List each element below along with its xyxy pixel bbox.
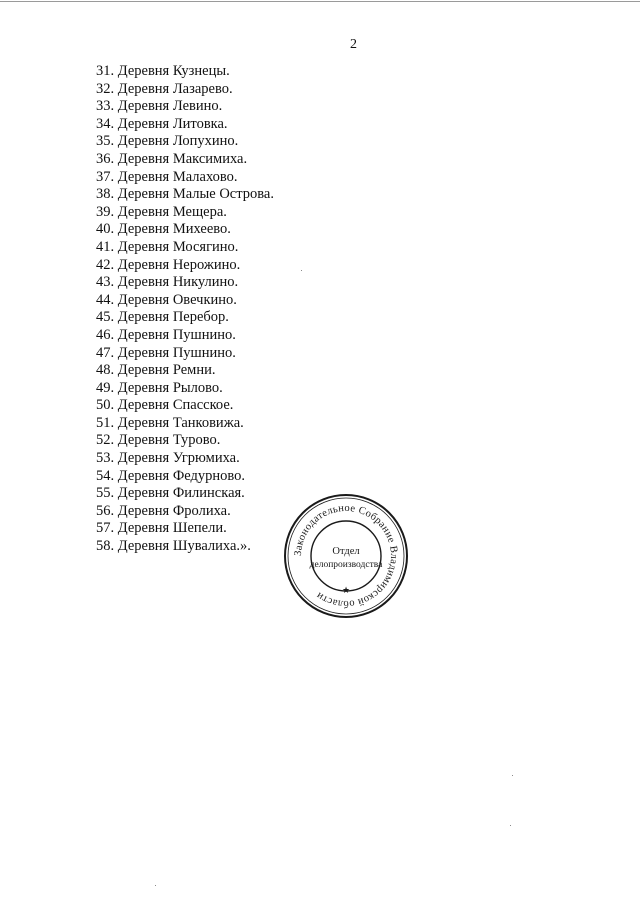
list-item: 33. Деревня Левино. xyxy=(96,98,223,115)
stamp-ring-text: Законодательное Собрание Владимирской области xyxy=(292,502,400,610)
scan-speck xyxy=(301,270,302,271)
star-icon: ★ xyxy=(341,586,351,596)
list-item: 56. Деревня Фролиха. xyxy=(96,502,231,519)
list-item: 34. Деревня Литовка. xyxy=(96,115,228,132)
office-stamp xyxy=(283,493,409,619)
list-item: 57. Деревня Шепели. xyxy=(96,520,227,537)
list-item: 55. Деревня Филинская. xyxy=(96,485,245,502)
list-item: 37. Деревня Малахово. xyxy=(96,168,238,185)
list-item: 32. Деревня Лазарево. xyxy=(96,80,233,97)
list-item: 53. Деревня Угрюмиха. xyxy=(96,450,240,467)
stamp-center-line-2: делопроизводства xyxy=(309,560,383,570)
list-item: 46. Деревня Пушнино. xyxy=(96,326,236,343)
list-item: 44. Деревня Овечкино. xyxy=(96,291,237,308)
list-item: 40. Деревня Михеево. xyxy=(96,221,231,238)
village-list xyxy=(96,63,274,556)
list-item: 35. Деревня Лопухино. xyxy=(96,133,239,150)
list-item: 51. Деревня Танковижа. xyxy=(96,414,244,431)
list-item: 42. Деревня Нерожино. xyxy=(96,256,241,273)
list-item: 45. Деревня Перебор. xyxy=(96,309,229,326)
list-item: 41. Деревня Мосягино. xyxy=(96,238,239,255)
list-item: 39. Деревня Мещера. xyxy=(96,203,227,220)
list-item: 49. Деревня Рылово. xyxy=(96,379,223,396)
list-item: 47. Деревня Пушнино. xyxy=(96,344,236,361)
list-item: 52. Деревня Турово. xyxy=(96,432,221,449)
top-edge-line xyxy=(0,1,640,2)
list-item: 38. Деревня Малые Острова. xyxy=(96,186,274,203)
list-item: 54. Деревня Федурново. xyxy=(96,467,246,484)
list-item: 48. Деревня Ремни. xyxy=(96,362,216,379)
page-number: 2 xyxy=(350,37,357,52)
list-item: 43. Деревня Никулино. xyxy=(96,274,239,291)
stamp-seal xyxy=(283,493,409,619)
list-item: 31. Деревня Кузнецы. xyxy=(96,63,230,79)
list-item: 58. Деревня Шувалиха.». xyxy=(96,538,251,555)
scan-speck xyxy=(510,825,511,826)
list-item: 36. Деревня Максимиха. xyxy=(96,150,248,167)
list-item: 50. Деревня Спасское. xyxy=(96,397,234,414)
stamp-center-line-1: Отдел xyxy=(332,546,360,557)
scan-speck xyxy=(512,775,513,776)
scan-speck xyxy=(155,885,156,886)
